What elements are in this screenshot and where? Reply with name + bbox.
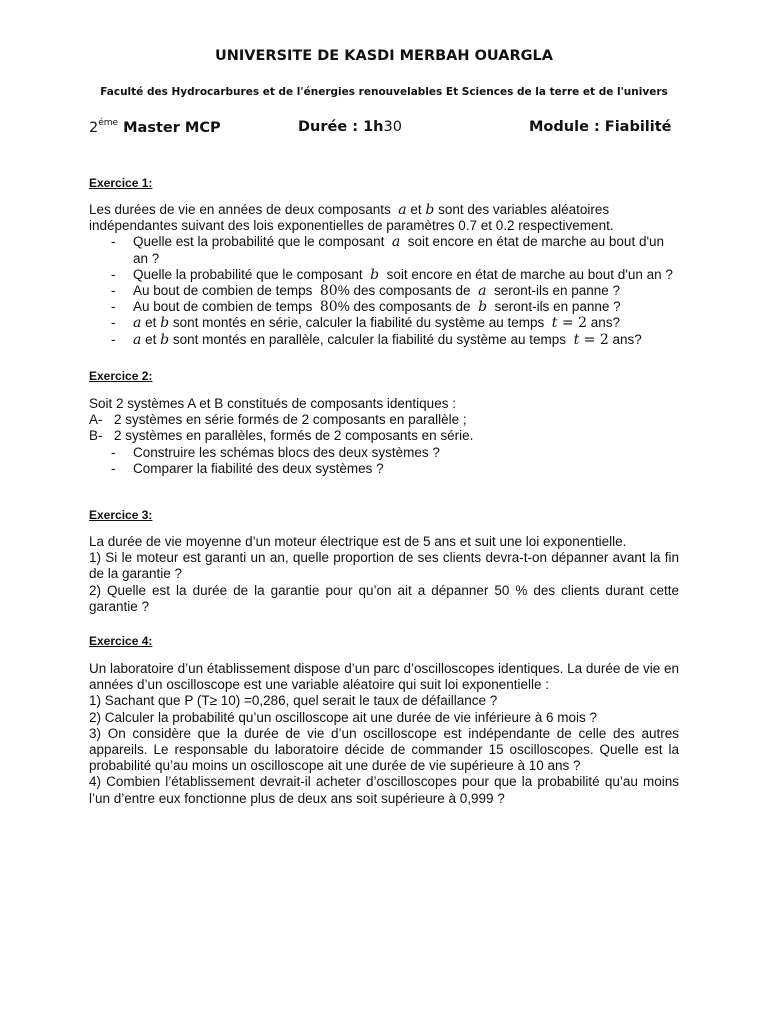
ex3-question-1: 1) Si le moteur est garanti un an, quelle proportion de ses clients devra-t-on dépanner avant la fin de la garantie ?	[89, 550, 679, 582]
ex2-question-2: - Comparer la fiabilité des deux systèmes ?	[111, 460, 384, 476]
ex1-intro-line1: Les durées de vie en années de deux composants a et b sont des variables aléatoires	[89, 202, 610, 218]
ex1-question-1: - Quelle est la probabilité que le composant a soit encore en état de marche au bout d'un an ?	[111, 234, 665, 266]
ex4-question-3: 3) On considère que la durée de vie d’un oscilloscope est indépendante de celle des autres appareils. Le responsable du laboratoire décide de commander 15 oscilloscopes. Quelle est la probabilité qu’au moins un oscilloscope ait une durée de vie supérieure à 10 ans ?	[89, 725, 679, 774]
exercise-3-title: Exercice 3:	[89, 508, 153, 522]
exercise-4-body	[89, 661, 679, 807]
exercise-3-body	[89, 534, 679, 615]
ex2-system-b: B- 2 systèmes en parallèles, formés de 2 composants en série.	[89, 428, 474, 444]
ex1-intro-line2: indépendantes suivant des lois exponentielles de paramètres 0.7 et 0.2 respectivement.	[89, 218, 614, 234]
ex3-intro: La durée de vie moyenne d’un moteur électrique est de 5 ans et suit une loi exponentielle.	[89, 534, 627, 549]
exercise-2-body	[89, 396, 679, 477]
faculty-subtitle: Faculté des Hydrocarbures et de l'énergies renouvelables Et Sciences de la terre et de l'univers	[100, 86, 668, 98]
ex3-question-2: 2) Quelle est la durée de la garantie pour qu’on ait a dépanner 50 % des clients durant cette garantie ?	[89, 582, 679, 614]
ex1-question-5: - a et b sont montés en série, calculer la fiabilité du système au temps t = 2 ans?	[111, 315, 621, 332]
exercise-4-title: Exercice 4:	[89, 634, 153, 648]
ex4-intro: Un laboratoire d’un établissement dispose d’un parc d’oscilloscopes identiques. La durée de vie en années d’un oscilloscope est une variable aléatoire qui suit loi exponentielle :	[89, 661, 679, 693]
ex1-question-3: - Au bout de combien de temps 80% des composants de a seront-ils en panne ?	[111, 283, 621, 300]
exercise-1-body	[89, 202, 679, 348]
exercise-1-title: Exercice 1:	[89, 176, 153, 190]
university-title: UNIVERSITE DE KASDI MERBAH OUARGLA	[214, 48, 553, 64]
ex2-intro: Soit 2 systèmes A et B constitués de composants identiques :	[89, 396, 456, 411]
module-label: Module : Fiabilité	[529, 119, 672, 135]
level-label: $2^{éme}$ Master MCP	[89, 118, 221, 136]
ex1-question-4: - Au bout de combien de temps 80% des composants de b seront-ils en panne ?	[111, 299, 621, 316]
ex2-question-1: - Construire les schémas blocs des deux systèmes ?	[111, 444, 440, 460]
ex1-question-6: - a et b sont montés en parallèle, calculer la fiabilité du système au temps t = 2 ans?	[111, 331, 642, 348]
ex4-question-4: 4) Combien l’établissement devrait-il acheter d’oscilloscopes pour que la probabilité qu’au moins l’un d’entre eux fonctionne plus de deux ans soit supérieure à 0,999 ?	[89, 774, 679, 806]
duration-label: Durée : 1h30	[298, 119, 402, 135]
ex4-question-2: 2) Calculer la probabilité qu’un oscilloscope ait une durée de vie inférieure à 6 mois ?	[89, 709, 598, 725]
ex2-system-a: A- 2 systèmes en série formés de 2 composants en parallèle ;	[89, 412, 467, 428]
ex1-question-2: - Quelle la probabilité que le composant b soit encore en état de marche au bout d'un an ?	[111, 266, 673, 283]
ex4-question-1: 1) Sachant que P (T≥ 10) =0,286, quel serait le taux de défaillance ?	[89, 693, 498, 709]
exercise-2-title: Exercice 2:	[89, 369, 153, 383]
